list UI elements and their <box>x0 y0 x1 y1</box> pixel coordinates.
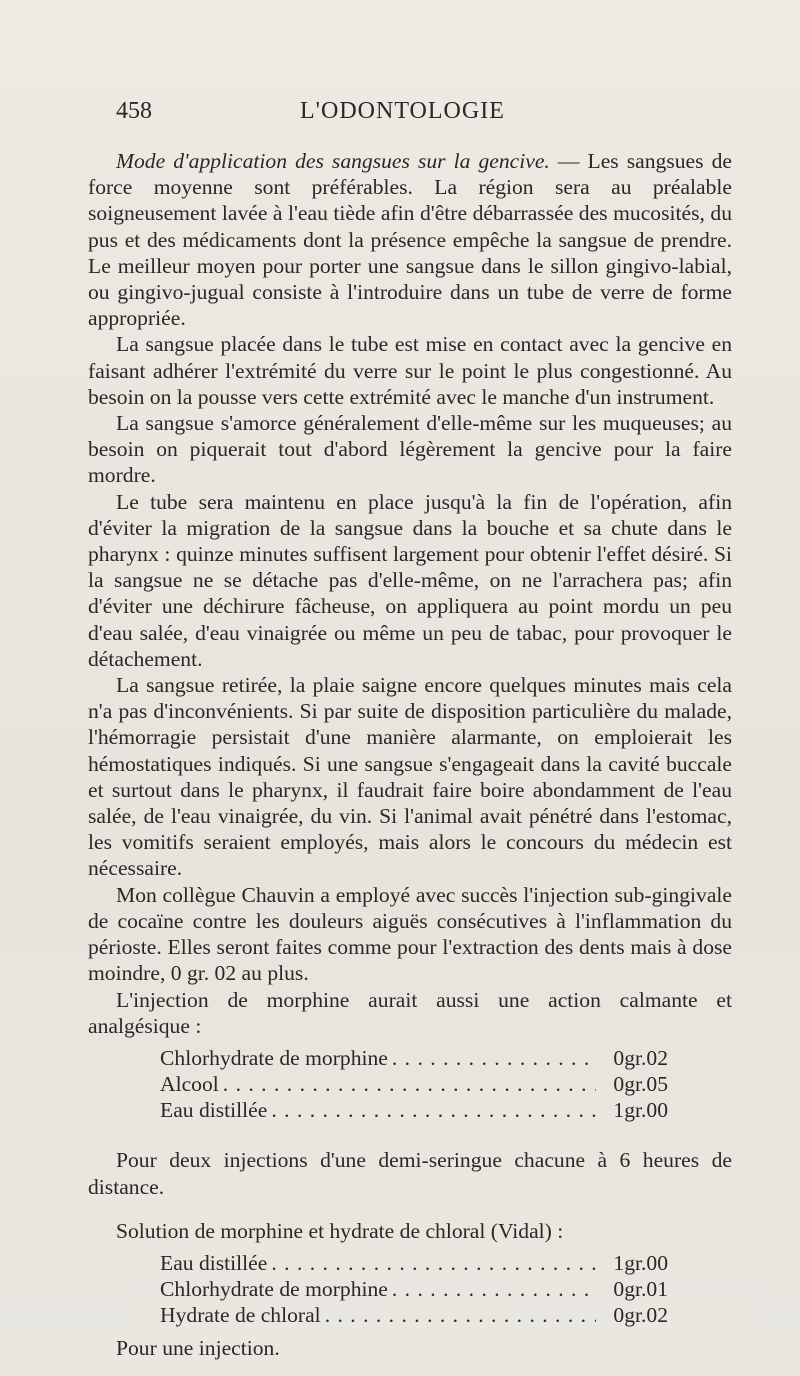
formula-row <box>160 1250 668 1276</box>
page-number: 458 <box>116 98 152 124</box>
formula-row <box>160 1071 668 1097</box>
ingredient-name: Eau distillée <box>160 1251 268 1276</box>
formula-chloral <box>160 1250 668 1329</box>
ingredient-dose: 1gr.00 <box>613 1251 668 1276</box>
paragraph-one-injection: Pour une injection. <box>116 1335 280 1360</box>
leader-dots <box>392 1276 596 1302</box>
paragraph-text: — Les sangsues de force moyenne sont préférables. La région sera au préalable soigneusement lavée à l'eau tiède afin d'être débarrassée des mucosités, du pus et des médicaments dont la présence empêche la sangsue de prendre. Le meilleur moyen pour porter une sangsue dans le sillon gingivo-labial, ou gingivo-jugual consiste à l'introduire dans un tube de verre de forme appropriée. <box>88 149 732 331</box>
ingredient-dose: 1gr.00 <box>613 1098 668 1123</box>
spacer <box>88 1200 732 1218</box>
formula-row <box>160 1276 668 1302</box>
formula-row <box>160 1302 668 1328</box>
paragraph-two-injections: Pour deux injections d'une demi-seringue chacune à 6 heures de distance. <box>88 1148 732 1199</box>
ingredient-name: Hydrate de chloral <box>160 1303 321 1328</box>
ingredient-name: Eau distillée <box>160 1098 268 1123</box>
paragraph-leeches-application <box>88 148 732 331</box>
paragraph-tube-contact: La sangsue placée dans le tube est mise en contact avec la gencive en faisant adhérer l'extrémité du verre sur le point le plus congestionné. Au besoin on la pousse vers cette extrémité avec le manche d'un instrument. <box>88 332 732 409</box>
running-title: L'ODONTOLOGIE <box>300 98 505 124</box>
section-heading: Mode d'application des sangsues sur la gencive. <box>116 149 550 173</box>
paragraph-mucous-membranes: La sangsue s'amorce généralement d'elle-même sur les muqueuses; au besoin on piquerait tout d'abord légèrement la gencive pour la faire mordre. <box>88 411 732 488</box>
formula-row <box>160 1045 668 1071</box>
ingredient-dose: 0gr.01 <box>613 1277 668 1302</box>
leader-dots <box>271 1250 596 1276</box>
leader-dots <box>223 1071 596 1097</box>
ingredient-name: Chlorhydrate de morphine <box>160 1277 388 1302</box>
leader-dots <box>392 1045 596 1071</box>
paragraph-vidal-solution: Solution de morphine et hydrate de chloral (Vidal) : <box>116 1218 564 1243</box>
ingredient-dose: 0gr.05 <box>613 1072 668 1097</box>
page-header <box>0 98 800 132</box>
ingredient-dose: 0gr.02 <box>613 1045 668 1070</box>
formula-morphine <box>160 1045 668 1124</box>
paragraph-morphine-injection: L'injection de morphine aurait aussi une action calmante et analgésique : <box>88 987 732 1038</box>
body-text <box>88 148 732 1361</box>
paragraph-tube-maintained: Le tube sera maintenu en place jusqu'à la fin de l'opération, afin d'éviter la migration de la sangsue dans la bouche et sa chute dans le pharynx : quinze minutes suffisent largement pour obtenir l'effet désiré. Si la sangsue ne se détache pas d'elle-même, on ne l'arrachera pas; afin d'éviter une déchirure fâcheuse, on appliquera au point mordu un peu d'eau salée, d'eau vinaigrée ou même un peu de tabac, pour provoquer le détachement. <box>88 489 732 671</box>
leader-dots <box>271 1097 596 1123</box>
leader-dots <box>325 1302 596 1328</box>
ingredient-name: Chlorhydrate de morphine <box>160 1045 388 1070</box>
formula-row <box>160 1097 668 1123</box>
paragraph-bleeding: La sangsue retirée, la plaie saigne encore quelques minutes mais cela n'a pas d'inconvénients. Si par suite de disposition particulière du malade, l'hémorragie persistait d'une manière alarmante, on emploierait les hémostatiques indiqués. Si une sangsue s'engageait dans la cavité buccale et surtout dans le pharynx, il faudrait faire boire abondamment de l'eau salée, de l'eau vinaigrée, du vin. Si l'animal avait pénétré dans l'estomac, les vomitifs seraient employés, mais alors le concours du médecin est nécessaire. <box>88 673 732 881</box>
ingredient-name: Alcool <box>160 1072 219 1097</box>
ingredient-dose: 0gr.02 <box>613 1303 668 1328</box>
paragraph-cocaine-injection: Mon collègue Chauvin a employé avec succès l'injection sub-gingivale de cocaïne contre les douleurs aiguës consécutives à l'inflammation du périoste. Elles seront faites comme pour l'extraction des dents mais à dose moindre, 0 gr. 02 au plus. <box>88 882 732 986</box>
spacer <box>88 1129 732 1147</box>
